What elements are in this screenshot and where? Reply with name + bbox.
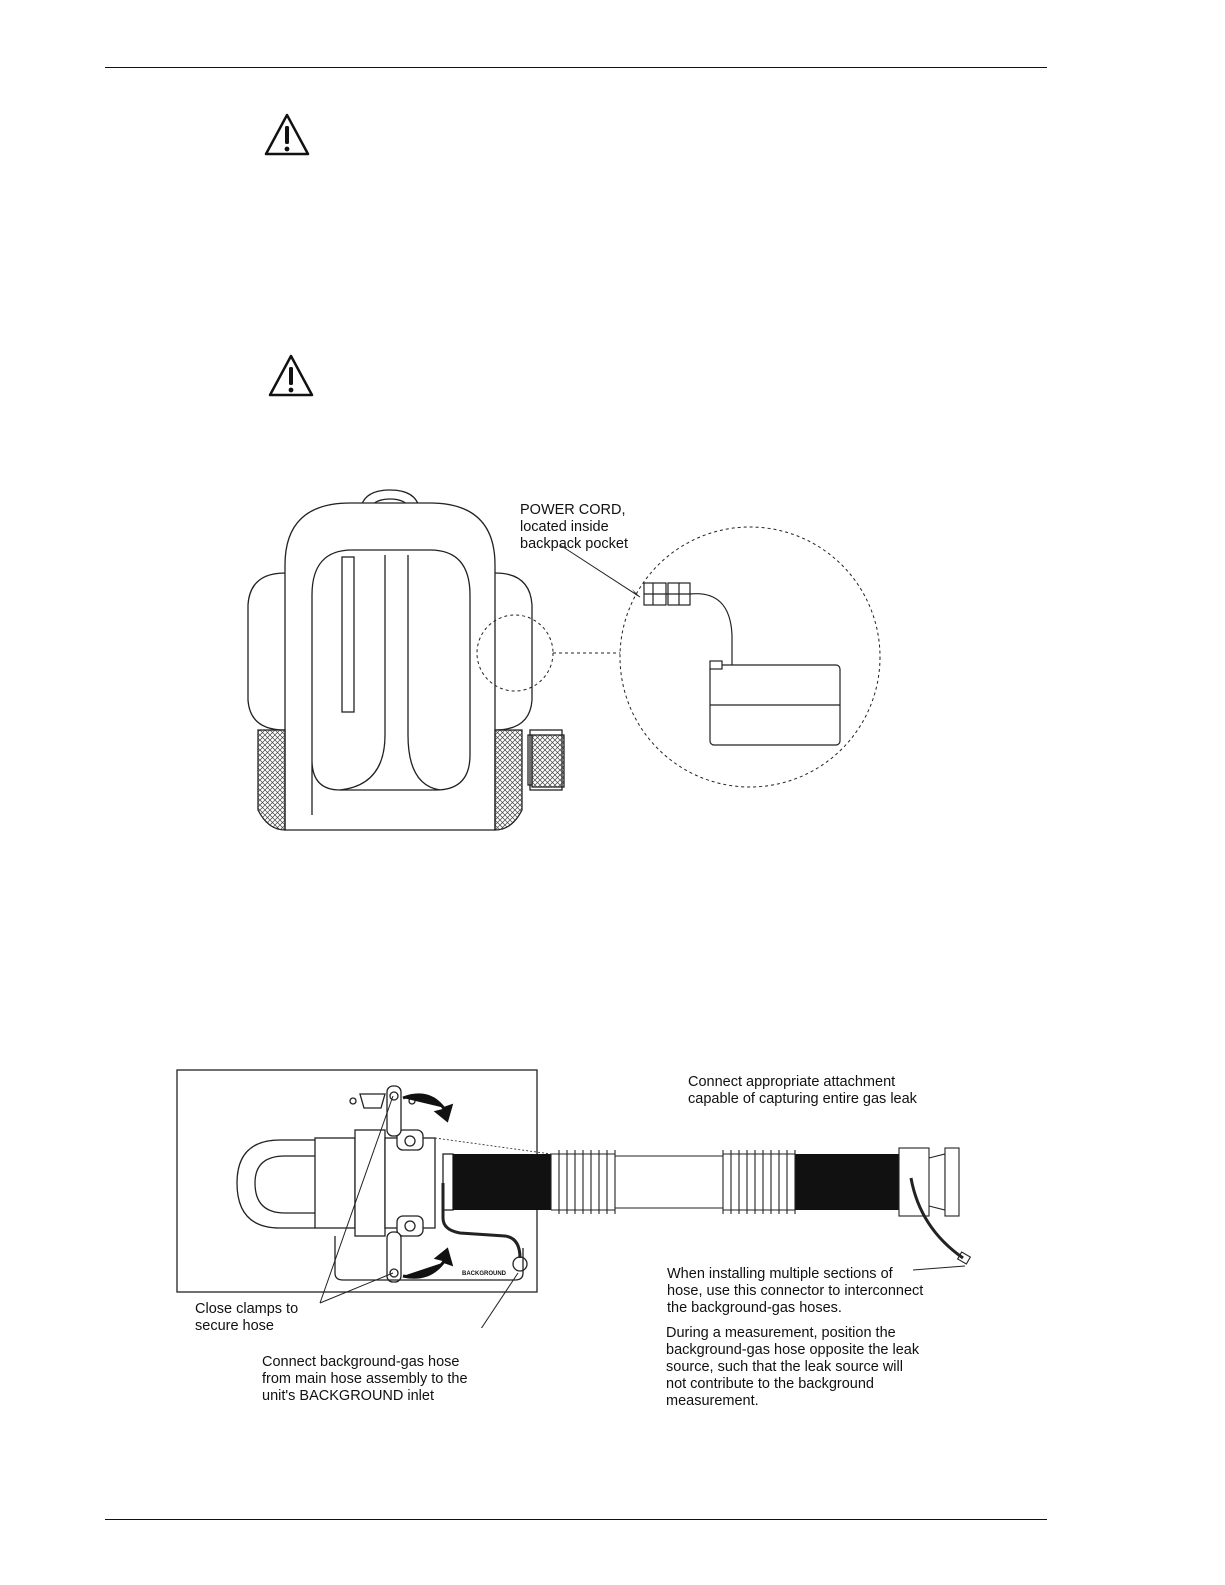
attachment-label: Connect appropriate attachment capable of capturing entire gas leak [688,1074,917,1107]
clamps-label: Close clamps to secure hose [195,1301,299,1334]
background-panel-text: BACKGROUND [462,1271,506,1277]
footer-rule [105,1519,1047,1520]
power-cord-label: POWER CORD, located inside backpack pocket [520,502,629,552]
multiple-sections-label: When installing multiple sections of hose, use this connector to interconnect the background-gas hoses. [667,1266,924,1316]
header-rule [105,67,1047,68]
warning-icon [264,112,310,157]
measurement-label: During a measurement, position the background-gas hose opposite the leak source, such that the leak source will not contribute to the background measurement. [666,1325,920,1409]
background-hose-label: Connect background-gas hose from main hose assembly to the unit's BACKGROUND inlet [262,1354,468,1404]
warning-icon [268,353,314,398]
